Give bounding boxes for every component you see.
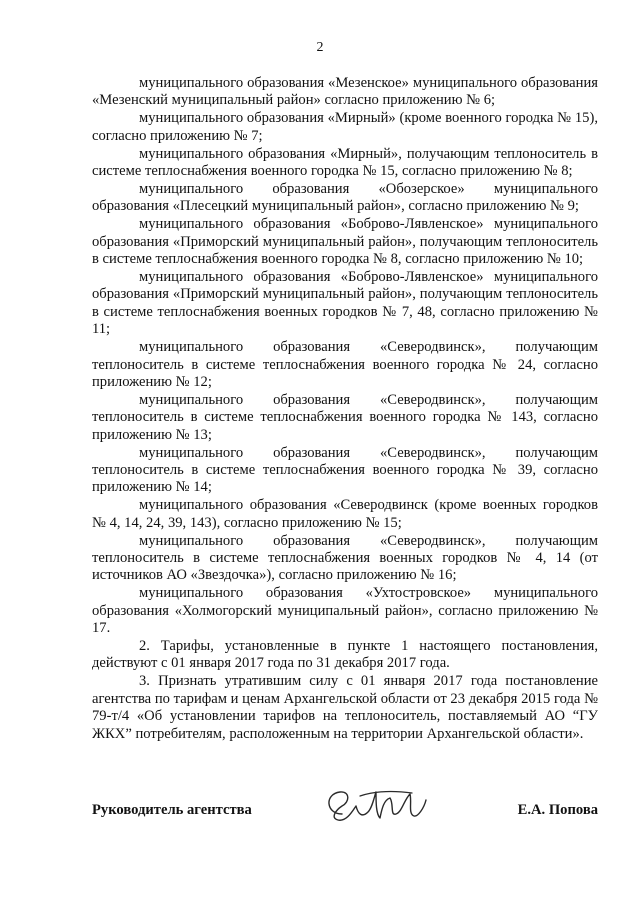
signatory-position: Руководитель агентства (92, 802, 252, 818)
document-body (92, 75, 598, 743)
handwritten-signature-icon (320, 784, 430, 829)
list-item: муниципального образования «Северодвинск», получающим теплоноситель в системе теплоснабжения военных городков № 4, 14 (от источников АО «Звездочка»), согласно приложению № 16; (92, 532, 598, 584)
clause-paragraph: 2. Тарифы, установленные в пункте 1 настоящего постановления, действуют с 01 января 2017 года по 31 декабря 2017 года. (92, 638, 598, 672)
list-item: муниципального образования «Ухтостровское» муниципального образования «Холмогорский муниципальный район», согласно приложению № 17. (92, 585, 598, 637)
page-number: 2 (316, 40, 324, 55)
list-item: муниципального образования «Северодвинск», получающим теплоноситель в системе теплоснабжения военного городка № 24, согласно приложению № 12; (92, 339, 598, 390)
list-item: муниципального образования «Северодвинск», получающим теплоноситель в системе теплоснабжения военного городка № 143, согласно приложению № 13; (92, 391, 598, 443)
list-item: муниципального образования «Боброво-Лявленское» муниципального образования «Приморский муниципальный район», получающим теплоноситель в системе теплоснабжения военных городков № 7, 48, согласно приложению № 11; (92, 268, 598, 338)
list-item: муниципального образования «Мирный» (кроме военного городка № 15), согласно приложению № 7; (92, 110, 598, 144)
signatory-name: Е.А. Попова (517, 802, 598, 818)
list-item: муниципального образования «Мезенское» муниципального образования «Мезенский муниципальный район» согласно приложению № 6; (92, 75, 598, 109)
signature-block (92, 792, 598, 832)
list-item: муниципального образования «Мирный», получающим теплоноситель в системе теплоснабжения военного городка № 15, согласно приложению № 8; (92, 145, 598, 180)
list-item: муниципального образования «Боброво-Лявленское» муниципального образования «Приморский муниципальный район», получающим теплоноситель в системе теплоснабжения военного городка № 8, согласно приложению № 10; (92, 216, 598, 268)
list-item: муниципального образования «Северодвинск», получающим теплоноситель в системе теплоснабжения военного городка № 39, согласно приложению № 14; (92, 444, 598, 496)
list-item: муниципального образования «Северодвинск (кроме военных городков № 4, 14, 24, 39, 143), согласно приложению № 15; (92, 497, 598, 531)
list-item: муниципального образования «Обозерское» муниципального образования «Плесецкий муниципальный район», согласно приложению № 9; (92, 180, 598, 215)
clause-paragraph: 3. Признать утратившим силу с 01 января 2017 года постановление агентства по тарифам и ценам Архангельской области от 23 декабря 2015 года № 79-т/4 «Об установлении тарифов на теплоноситель, поставляемый АО “ГУ ЖКХ” потребителям, расположенным на территории Архангельской области». (92, 673, 598, 742)
